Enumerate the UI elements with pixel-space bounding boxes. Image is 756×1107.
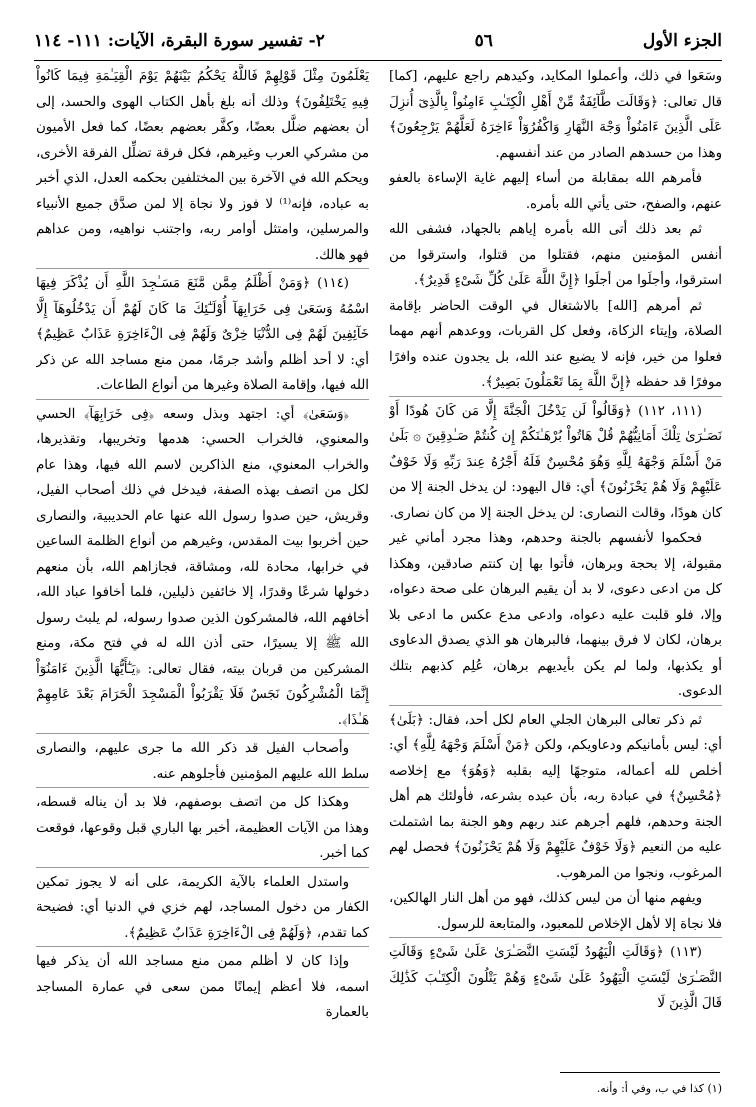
volume-title: الجزء الأول — [642, 31, 722, 51]
verse-paragraph: (١١٤) ﴿وَمَنْ أَظْلَمُ مِمَّن مَّنَعَ مَسَـٰجِدَ اللَّهِ أَن يُذْكَرَ فِيهَا اسْمُهُ وَسَعَىٰ فِى خَرَابِهَآ أُوْلَـٰٓئِكَ مَا كَانَ لَهُمْ أَن يَدْخُلُوهَآ إِلَّا خَآئِفِينَ لَهُمْ فِى الدُّنْيَا خِزْىٌ وَلَهُمْ فِى الْءَاخِرَةِ عَذَابٌ عَظِيمٌ﴾ أي: لا أحد أظلم وأشد جرمًا، ممن منع مساجد الله عن ذكر الله فيها، وإقامة الصلاة وغيرها من أنواع الطاعات. — [36, 268, 369, 399]
paragraph: ﴿وَسَعَىٰ﴾ أي: اجتهد وبذل وسعه ﴿فِى خَرَابِهَآ﴾ الحسي والمعنوي، فالخراب الحسي: هدمها وتخريبها، وتقذيرها، والخراب المعنوي، منع الذاكرين لاسم الله فيها، وهذا عام لكل من اتصف بهذه الصفة، فيدخل في ذلك أصحاب الفيل، وقريش، حين صدوا رسول الله عنها عام الحديبية، والنصارى حين أخربوا بيت المقدس، وغيرهم من أنواع الظلمة الساعين في خرابها، محادة لله، ومشاقة، فجازاهم الله، بأن منعهم دخولها شرعًا وقدرًا، إلا خائفين ذليلين، فلما أخافوا عباد الله، أخافهم الله، فالمشركون الذين صدوا رسوله، لم يلبث رسول الله ﷺ إلا يسيرًا، حتى أذن الله له في فتح مكة، ومنع المشركين من قربان بيته، فقال تعالى: ﴿يَـٰٓأَيُّهَا الَّذِينَ ءَامَنُوٓاْ إِنَّمَا الْمُشْرِكُونَ نَجَسٌ فَلَا يَقْرَبُواْ الْمَسْجِدَ الْحَرَامَ بَعْدَ عَامِهِمْ هَـٰذَا﴾. — [36, 399, 369, 734]
right-column — [389, 64, 722, 1071]
paragraph: وأصحاب الفيل قد ذكر الله ما جرى عليهم، والنصارى سلط الله عليهم المؤمنين فأجلوهم عنه. — [36, 733, 369, 787]
footnote: (١) كذا في ب، وفي أ: وأنه. — [596, 1082, 722, 1095]
paragraph: وإذا كان لا أظلم ممن منع مساجد الله أن يذكر فيها اسمه، فلا أعظم إيمانًا ممن سعى في عمارة المساجد بالعمارة — [36, 946, 369, 1026]
page-header — [34, 26, 722, 56]
header-rule — [34, 60, 722, 61]
paragraph: يَعْلَمُونَ مِثْلَ قَوْلِهِمْ فَاللَّهُ يَحْكُمُ بَيْنَهُمْ يَوْمَ الْقِيَـٰمَةِ فِيمَا كَانُواْ فِيهِ يَخْتَلِفُونَ﴾ وذلك أنه بلغ بأهل الكتاب الهوى والحسد، إلى أن بعضهم ضلَّل بعضًا، وكفَّر بعضهم بعضًا، كما فعل الأميون من مشركي العرب وغيرهم، فكل فرقة تضلِّل الفرقة الأخرى، ويحكم الله في الآخرة بين المختلفين بحكمه العدل، الذي أخبر به عباده، فإنه⁽¹⁾ لا فوز ولا نجاة إلا لمن صدَّق جميع الأنبياء والمرسلين، وامتثل أوامر ربه، واجتنب نواهيه، ومن عداهم فهو هالك. — [36, 69, 369, 263]
footnote-rule — [560, 1072, 720, 1073]
page-number: ٥٦ — [474, 31, 493, 51]
paragraph: وهكذا كل من اتصف بوصفهم، فلا بد أن يناله قسطه، وهذا من الآيات العظيمة، أخبر بها الباري قبل وقوعها، فوقعت كما أخبر. — [36, 787, 369, 867]
running-title: ٢- تفسير سورة البقرة، الآيات: ١١١- ١١٤ — [34, 31, 325, 51]
paragraph: ويفهم منها أن من ليس كذلك، فهو من أهل النار الهالكين، فلا نجاة إلا لأهل الإخلاص للمعبود، والمتابعة للرسول. — [389, 891, 722, 932]
page-body — [36, 64, 722, 1071]
paragraph: واستدل العلماء بالآية الكريمة، على أنه لا يجوز تمكين الكفار من دخول المساجد، لهم خزي في الدنيا أي: فضيحة كما تقدم، ﴿وَلَهُمْ فِى الْءَاخِرَةِ عَذَابٌ عَظِيمٌ﴾. — [36, 867, 369, 947]
verse-paragraph: (١١١، ١١٢) ﴿وَقَالُواْ لَن يَدْخُلَ الْجَنَّةَ إِلَّا مَن كَانَ هُودًا أَوْ نَصَـٰرَىٰ تِلْكَ أَمَانِيُّهُمْ قُلْ هَاتُواْ بُرْهَـٰنَكُمْ إِن كُنتُمْ صَـٰدِقِينَ ۞ بَلَىٰ مَنْ أَسْلَمَ وَجْهَهُ لِلَّهِ وَهُوَ مُحْسِنٌ فَلَهُ أَجْرُهُ عِندَ رَبِّهِ وَلَا خَوْفٌ عَلَيْهِمْ وَلَا هُمْ يَحْزَنُونَ﴾ أي: قال اليهود: لن يدخل الجنة إلا من كان هودًا، وقالت النصارى: لن يدخل الجنة إلا من كان نصارى. — [389, 396, 722, 527]
paragraph: فأمرهم الله بمقابلة من أساء إليهم غاية الإساءة بالعفو عنهم، والصفح، حتى يأتي الله بأمره. — [389, 171, 722, 212]
left-column — [36, 64, 369, 1071]
paragraph: ثم أمرهم [الله] بالاشتغال في الوقت الحاضر بإقامة الصلاة، وإيتاء الزكاة، وفعل كل القربات، ووعدهم أنهم مهما فعلوا من خير، فإنه لا يضيع عند الله، بل يجدون عنده وافرًا موفرًا قد حفظه ﴿إِنَّ اللَّهَ بِمَا تَعْمَلُونَ بَصِيرٌ﴾. — [389, 298, 722, 390]
paragraph: وسَعَوا في ذلك، وأعملوا المكايد، وكيدهم راجع عليهم، [كما] قال تعالى: ﴿وَقَالَت طَّآئِفَةٌ مِّنْ أَهْلِ الْكِتَـٰبِ ءَامِنُواْ بِالَّذِىٓ أُنزِلَ عَلَى الَّذِينَ ءَامَنُواْ وَجْهَ النَّهَارِ وَاكْفُرُوٓاْ ءَاخِرَهُ لَعَلَّهُمْ يَرْجِعُونَ﴾ وهذا من حسدهم الصادر من عند أنفسهم. — [389, 69, 722, 161]
paragraph: ثم ذكر تعالى البرهان الجلي العام لكل أحد، فقال: ﴿بَلَىٰ﴾ أي: ليس بأمانيكم ودعاويكم، ولكن ﴿مَنْ أَسْلَمَ وَجْهَهُ لِلَّهِ﴾ أي: أخلص لله أعماله، متوجهًا إليه بقلبه ﴿وَهُوَ﴾ مع إخلاصه ﴿مُحْسِنٌ﴾ في عبادة ربه، بأن عبده بشرعه، فأولئك هم أهل الجنة وحدهم، فلهم أجرهم عند ربهم وهو الجنة بما اشتملت عليه من النعيم ﴿وَلَا خَوْفٌ عَلَيْهِمْ وَلَا هُمْ يَحْزَنُونَ﴾ فحصل لهم المرغوب، ونجوا من المرهوب. — [389, 705, 722, 887]
verse-paragraph: (١١٣) ﴿وَقَالَتِ الْيَهُودُ لَيْسَتِ النَّصَـٰرَىٰ عَلَىٰ شَىْءٍ وَقَالَتِ النَّصَـٰرَىٰ لَيْسَتِ الْيَهُودُ عَلَىٰ شَىْءٍ وَهُمْ يَتْلُونَ الْكِتَـٰبَ كَذَٰلِكَ قَالَ الَّذِينَ لَا — [389, 937, 722, 1017]
paragraph: ثم بعد ذلك أتى الله بأمره إياهم بالجهاد، فشفى الله أنفس المؤمنين منهم، فقتلوا من قتلوا، واسترقوا من استرقوا، وأجلَوا من أجلَوا ﴿إِنَّ اللَّهَ عَلَىٰ كُلِّ شَىْءٍ قَدِيرٌ﴾. — [389, 222, 722, 288]
paragraph: فحكموا لأنفسهم بالجنة وحدهم، وهذا مجرد أماني غير مقبولة، إلا بحجة وبرهان، فأتوا بها إن كنتم صادقين، وهكذا كل من ادعى دعوى، لا بد أن يقيم البرهان على صحة دعواه، وإلا، فلو قلبت عليه دعواه، وادعى مدع عكس ما ادعى بلا برهان، لكان لا فرق بينهما، فالبرهان هو الذي يصدق الدعاوى أو يكذبها، ولما لم يكن بأيديهم برهان، عُلِم كذبهم بتلك الدعوى. — [389, 531, 722, 699]
